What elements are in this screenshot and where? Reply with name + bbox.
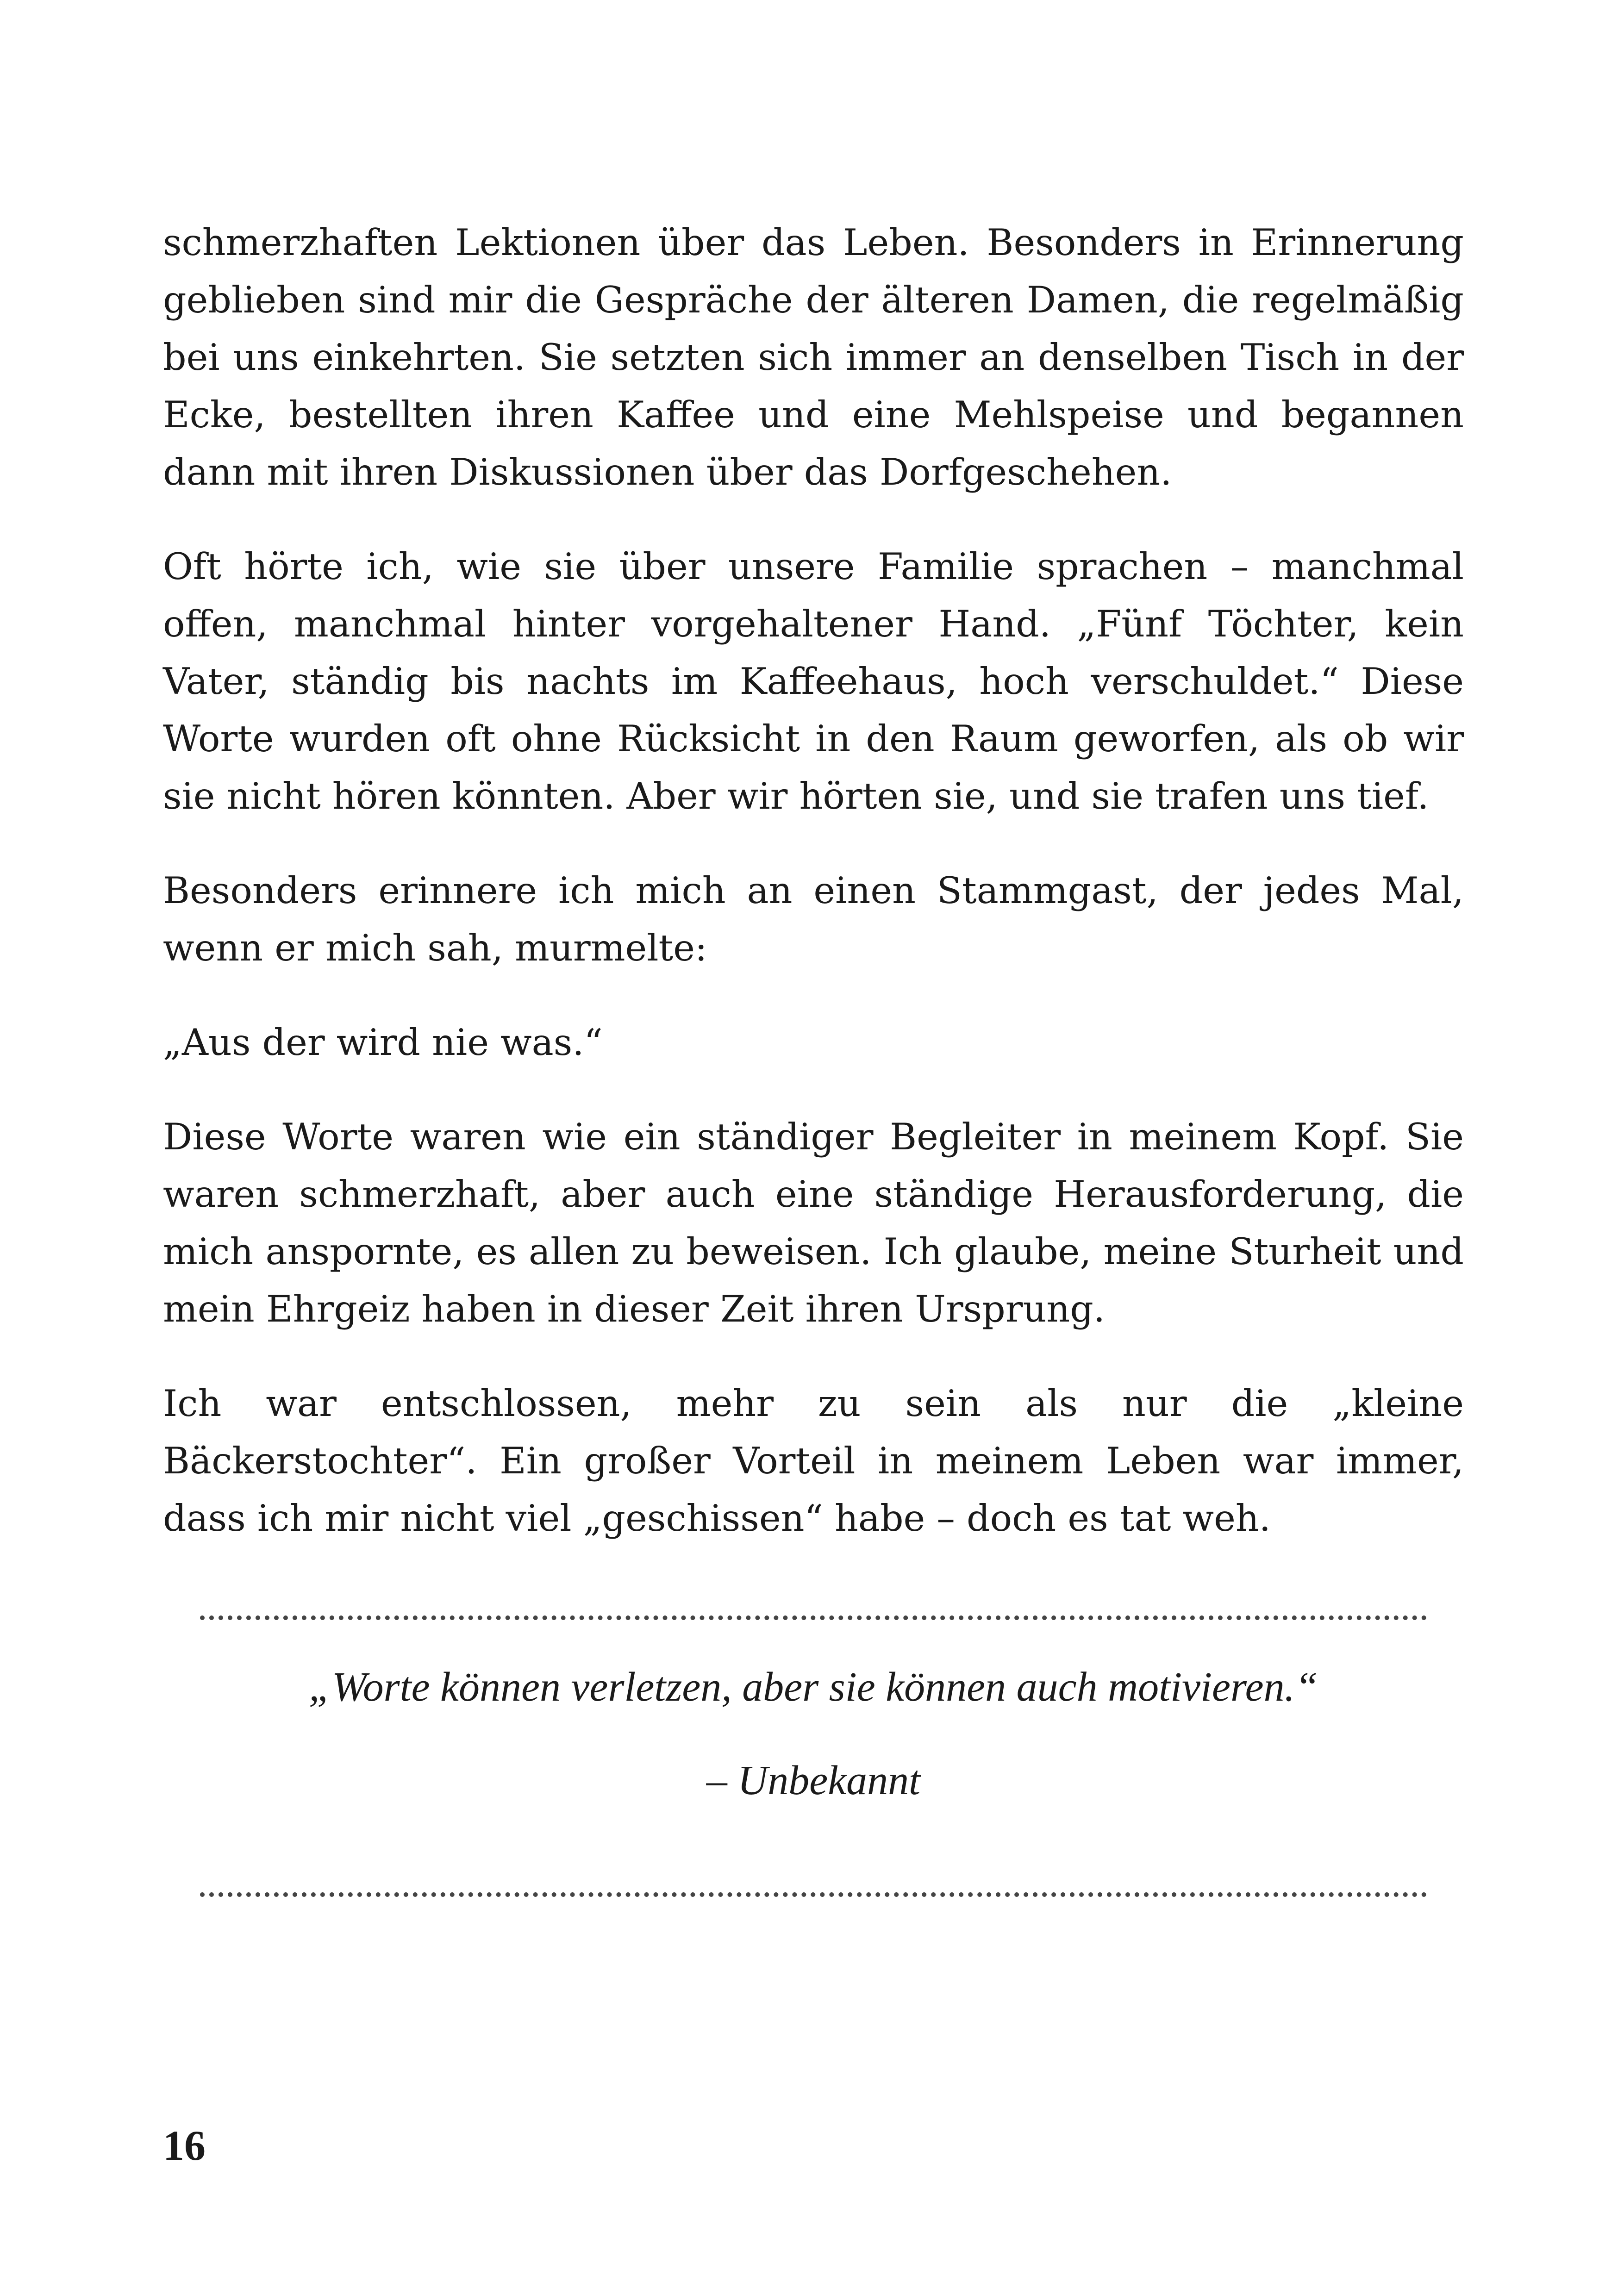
book-page xyxy=(163,0,1464,2295)
paragraph: Oft hörte ich, wie sie über unsere Familie sprachen – manchmal offen, manchmal hinter vorgehaltener Hand. „Fünf Töchter, kein Vater, ständig bis nachts im Kaffeehaus, hoch verschuldet.“ Diese Worte wurden oft ohne Rücksicht in den Raum geworfen, als ob wir sie nicht hören könnten. Aber wir hörten sie, und sie trafen uns tief. xyxy=(163,545,1464,817)
paragraph: Besonders erinnere ich mich an einen Stammgast, der jedes Mal, wenn er mich sah, murmelte: xyxy=(163,869,1464,969)
quote-text: „Worte können verletzen, aber sie können auch motivieren.“ xyxy=(308,1664,1318,1710)
dotted-divider-bottom xyxy=(200,1892,1427,1897)
paragraph: Ich war entschlossen, mehr zu sein als nur die „kleine Bäckerstochter“. Ein großer Vorteil in meinem Leben war immer, dass ich mir nicht viel „geschissen“ habe – doch es tat weh. xyxy=(163,1382,1464,1540)
body-text xyxy=(163,214,1464,1547)
paragraph: schmerzhaften Lektionen über das Leben. Besonders in Erinnerung geblieben sind mir die Gespräche der älteren Damen, die regelmäßig bei uns einkehrten. Sie setzten sich immer an denselben Tisch in der Ecke, bestellten ihren Kaffee und eine Mehlspeise und begannen dann mit ihren Diskussionen über das Dorfgeschehen. xyxy=(163,221,1464,493)
quote-author: – Unbekannt xyxy=(706,1758,921,1803)
paragraph: Diese Worte waren wie ein ständiger Begleiter in meinem Kopf. Sie waren schmerzhaft, aber auch eine ständige Herausforderung, die mich anspornte, es allen zu beweisen. Ich glaube, meine Sturheit und mein Ehrgeiz haben in dieser Zeit ihren Ursprung. xyxy=(163,1116,1464,1330)
dotted-divider-top xyxy=(200,1615,1427,1620)
paragraph: „Aus der wird nie was.“ xyxy=(163,1021,603,1064)
page-number: 16 xyxy=(163,2122,206,2169)
